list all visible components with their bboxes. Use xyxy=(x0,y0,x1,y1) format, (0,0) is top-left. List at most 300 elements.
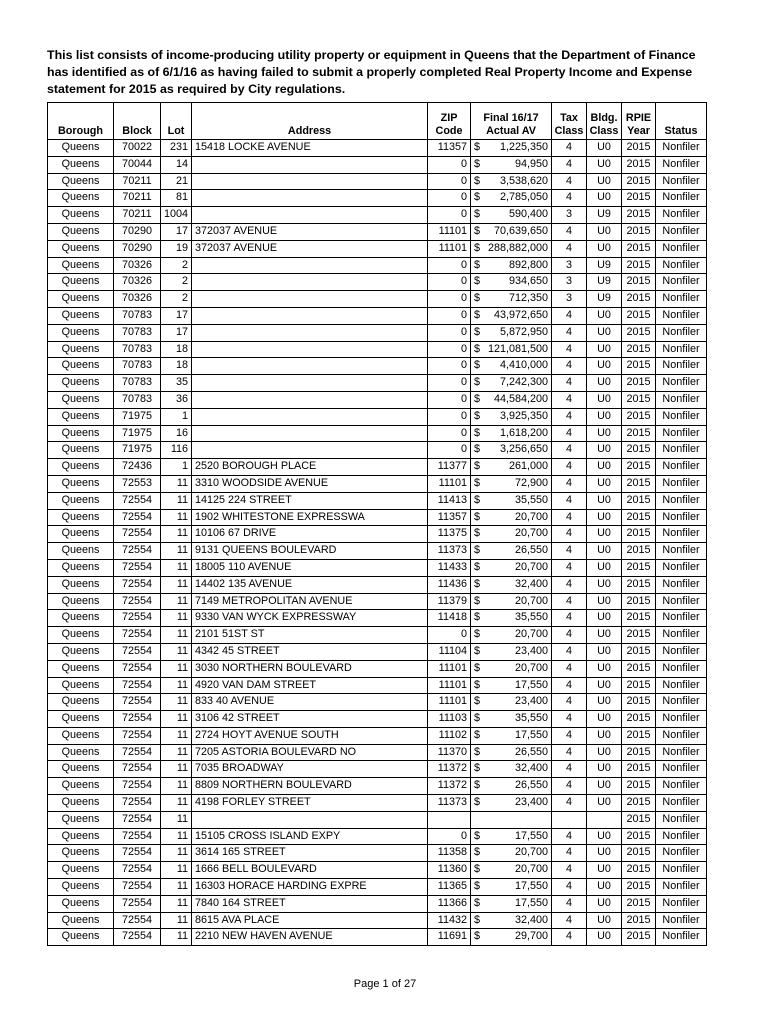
cell-status: Nonfiler xyxy=(656,862,707,879)
cell-rpie-year: 2015 xyxy=(622,711,656,728)
table-row xyxy=(48,778,707,795)
currency-symbol: $ xyxy=(474,762,481,775)
cell-block: 70783 xyxy=(114,358,161,375)
currency-symbol: $ xyxy=(474,846,481,859)
cell-lot: 14 xyxy=(161,156,192,173)
cell-status: Nonfiler xyxy=(656,660,707,677)
cell-borough: Queens xyxy=(48,912,114,929)
cell-lot: 11 xyxy=(161,862,192,879)
currency-symbol: $ xyxy=(474,409,481,422)
cell-bldg-class: U0 xyxy=(587,442,622,459)
cell-zip: 11366 xyxy=(428,895,471,912)
cell-status: Nonfiler xyxy=(656,375,707,392)
cell-address: 372037 AVENUE xyxy=(192,240,428,257)
cell-rpie-year: 2015 xyxy=(622,845,656,862)
cell-address xyxy=(192,811,428,828)
cell-bldg-class: U0 xyxy=(587,140,622,157)
table-row xyxy=(48,190,707,207)
cell-status: Nonfiler xyxy=(656,761,707,778)
cell-tax-class: 4 xyxy=(552,929,587,946)
cell-rpie-year: 2015 xyxy=(622,559,656,576)
cell-address xyxy=(192,442,428,459)
cell-tax-class: 4 xyxy=(552,879,587,896)
cell-rpie-year: 2015 xyxy=(622,307,656,324)
cell-bldg-class: U0 xyxy=(587,324,622,341)
actual-av-value: 121,081,500 xyxy=(487,342,549,355)
cell-lot: 11 xyxy=(161,845,192,862)
cell-address: 18005 110 AVENUE xyxy=(192,559,428,576)
cell-block: 70044 xyxy=(114,156,161,173)
cell-address xyxy=(192,341,428,358)
cell-block: 70290 xyxy=(114,223,161,240)
cell-lot: 11 xyxy=(161,475,192,492)
cell-lot: 11 xyxy=(161,643,192,660)
cell-address: 4198 FORLEY STREET xyxy=(192,795,428,812)
cell-zip: 11691 xyxy=(428,929,471,946)
table-row xyxy=(48,711,707,728)
cell-actual-av xyxy=(471,324,552,341)
cell-bldg-class: U0 xyxy=(587,543,622,560)
cell-bldg-class: U0 xyxy=(587,459,622,476)
cell-borough: Queens xyxy=(48,845,114,862)
cell-block: 72554 xyxy=(114,543,161,560)
actual-av-value: 20,700 xyxy=(515,628,549,641)
cell-tax-class: 4 xyxy=(552,559,587,576)
cell-lot: 11 xyxy=(161,761,192,778)
cell-actual-av xyxy=(471,778,552,795)
cell-status: Nonfiler xyxy=(656,240,707,257)
cell-status: Nonfiler xyxy=(656,895,707,912)
cell-status: Nonfiler xyxy=(656,879,707,896)
actual-av-value: 17,550 xyxy=(515,728,549,741)
currency-symbol: $ xyxy=(474,258,481,271)
cell-zip: 11365 xyxy=(428,879,471,896)
cell-rpie-year: 2015 xyxy=(622,643,656,660)
cell-rpie-year: 2015 xyxy=(622,795,656,812)
currency-symbol: $ xyxy=(474,644,481,657)
actual-av-value: 590,400 xyxy=(509,208,549,221)
cell-borough: Queens xyxy=(48,795,114,812)
table-row xyxy=(48,576,707,593)
cell-block: 72554 xyxy=(114,694,161,711)
cell-block: 72554 xyxy=(114,643,161,660)
actual-av-value: 1,225,350 xyxy=(499,141,549,153)
cell-block: 72554 xyxy=(114,828,161,845)
cell-zip: 0 xyxy=(428,375,471,392)
cell-address xyxy=(192,408,428,425)
cell-actual-av xyxy=(471,190,552,207)
cell-tax-class: 4 xyxy=(552,358,587,375)
cell-actual-av xyxy=(471,307,552,324)
cell-zip: 11103 xyxy=(428,711,471,728)
currency-symbol: $ xyxy=(474,745,481,758)
table-row xyxy=(48,845,707,862)
table-row xyxy=(48,912,707,929)
cell-tax-class: 4 xyxy=(552,173,587,190)
cell-zip: 11102 xyxy=(428,727,471,744)
actual-av-value: 20,700 xyxy=(515,846,549,859)
cell-actual-av xyxy=(471,912,552,929)
currency-symbol: $ xyxy=(474,829,481,842)
actual-av-value: 23,400 xyxy=(515,796,549,809)
cell-status: Nonfiler xyxy=(656,543,707,560)
cell-status: Nonfiler xyxy=(656,324,707,341)
cell-tax-class: 4 xyxy=(552,442,587,459)
cell-actual-av xyxy=(471,879,552,896)
cell-zip: 0 xyxy=(428,341,471,358)
cell-tax-class: 4 xyxy=(552,307,587,324)
currency-symbol: $ xyxy=(474,712,481,725)
cell-lot: 2 xyxy=(161,291,192,308)
cell-status: Nonfiler xyxy=(656,929,707,946)
cell-status: Nonfiler xyxy=(656,408,707,425)
cell-actual-av xyxy=(471,173,552,190)
cell-borough: Queens xyxy=(48,391,114,408)
cell-borough: Queens xyxy=(48,929,114,946)
page-footer: Page 1 of 27 xyxy=(353,978,417,990)
cell-block: 70783 xyxy=(114,341,161,358)
table-row xyxy=(48,459,707,476)
col-header-lot: Lot xyxy=(161,103,192,140)
cell-tax-class: 4 xyxy=(552,761,587,778)
cell-bldg-class: U0 xyxy=(587,711,622,728)
cell-address: 9131 QUEENS BOULEVARD xyxy=(192,543,428,560)
cell-status: Nonfiler xyxy=(656,358,707,375)
cell-tax-class: 4 xyxy=(552,643,587,660)
cell-zip: 11372 xyxy=(428,761,471,778)
cell-tax-class: 4 xyxy=(552,140,587,157)
cell-zip: 11375 xyxy=(428,526,471,543)
cell-tax-class: 4 xyxy=(552,475,587,492)
cell-rpie-year: 2015 xyxy=(622,862,656,879)
cell-lot: 17 xyxy=(161,223,192,240)
cell-actual-av xyxy=(471,375,552,392)
cell-lot: 17 xyxy=(161,324,192,341)
currency-symbol: $ xyxy=(474,191,481,204)
cell-address xyxy=(192,425,428,442)
cell-bldg-class: U0 xyxy=(587,694,622,711)
cell-actual-av xyxy=(471,711,552,728)
cell-tax-class: 4 xyxy=(552,425,587,442)
cell-lot: 19 xyxy=(161,240,192,257)
table-row xyxy=(48,694,707,711)
cell-rpie-year: 2015 xyxy=(622,610,656,627)
cell-lot: 11 xyxy=(161,929,192,946)
cell-rpie-year: 2015 xyxy=(622,761,656,778)
cell-address: 2210 NEW HAVEN AVENUE xyxy=(192,929,428,946)
cell-status: Nonfiler xyxy=(656,677,707,694)
actual-av-value: 35,550 xyxy=(515,493,549,506)
cell-borough: Queens xyxy=(48,291,114,308)
cell-borough: Queens xyxy=(48,307,114,324)
actual-av-value: 7,242,300 xyxy=(499,376,549,389)
cell-borough: Queens xyxy=(48,895,114,912)
cell-lot: 11 xyxy=(161,677,192,694)
table-row xyxy=(48,341,707,358)
cell-bldg-class: U0 xyxy=(587,895,622,912)
cell-address: 15418 LOCKE AVENUE xyxy=(192,140,428,157)
currency-symbol: $ xyxy=(474,392,481,405)
cell-lot: 11 xyxy=(161,610,192,627)
cell-rpie-year: 2015 xyxy=(622,156,656,173)
cell-block: 70326 xyxy=(114,274,161,291)
cell-zip: 0 xyxy=(428,828,471,845)
cell-zip: 11370 xyxy=(428,744,471,761)
cell-zip: 0 xyxy=(428,156,471,173)
cell-tax-class: 4 xyxy=(552,543,587,560)
actual-av-value: 44,584,200 xyxy=(493,392,549,405)
cell-rpie-year: 2015 xyxy=(622,341,656,358)
currency-symbol: $ xyxy=(474,611,481,624)
cell-bldg-class: U9 xyxy=(587,291,622,308)
cell-actual-av xyxy=(471,895,552,912)
cell-zip: 11436 xyxy=(428,576,471,593)
table-row xyxy=(48,761,707,778)
cell-lot: 11 xyxy=(161,526,192,543)
cell-status: Nonfiler xyxy=(656,156,707,173)
cell-borough: Queens xyxy=(48,559,114,576)
cell-actual-av xyxy=(471,408,552,425)
cell-borough: Queens xyxy=(48,543,114,560)
currency-symbol: $ xyxy=(474,224,481,237)
table-row xyxy=(48,862,707,879)
cell-rpie-year: 2015 xyxy=(622,324,656,341)
cell-borough: Queens xyxy=(48,576,114,593)
cell-zip: 0 xyxy=(428,307,471,324)
currency-symbol: $ xyxy=(474,359,481,372)
currency-symbol: $ xyxy=(474,779,481,792)
cell-tax-class: 4 xyxy=(552,845,587,862)
cell-block: 72554 xyxy=(114,862,161,879)
cell-rpie-year: 2015 xyxy=(622,140,656,157)
cell-borough: Queens xyxy=(48,761,114,778)
cell-tax-class: 4 xyxy=(552,895,587,912)
cell-bldg-class: U0 xyxy=(587,744,622,761)
cell-bldg-class: U0 xyxy=(587,190,622,207)
currency-symbol: $ xyxy=(474,678,481,691)
cell-lot: 16 xyxy=(161,425,192,442)
nonfiler-table xyxy=(47,102,707,946)
actual-av-value: 3,925,350 xyxy=(499,409,549,422)
cell-bldg-class: U9 xyxy=(587,207,622,224)
cell-tax-class: 4 xyxy=(552,677,587,694)
cell-status: Nonfiler xyxy=(656,173,707,190)
cell-actual-av xyxy=(471,442,552,459)
cell-address: 14125 224 STREET xyxy=(192,492,428,509)
cell-rpie-year: 2015 xyxy=(622,879,656,896)
cell-block: 70326 xyxy=(114,291,161,308)
cell-actual-av xyxy=(471,610,552,627)
actual-av-value: 20,700 xyxy=(515,560,549,573)
actual-av-value: 29,700 xyxy=(515,930,549,943)
cell-borough: Queens xyxy=(48,257,114,274)
cell-actual-av xyxy=(471,425,552,442)
currency-symbol: $ xyxy=(474,913,481,926)
currency-symbol: $ xyxy=(474,292,481,305)
cell-rpie-year: 2015 xyxy=(622,223,656,240)
actual-av-value: 20,700 xyxy=(515,594,549,607)
currency-symbol: $ xyxy=(474,141,481,153)
cell-bldg-class: U0 xyxy=(587,375,622,392)
cell-block: 72436 xyxy=(114,459,161,476)
cell-block: 72554 xyxy=(114,627,161,644)
cell-lot: 11 xyxy=(161,509,192,526)
cell-tax-class: 4 xyxy=(552,526,587,543)
cell-status: Nonfiler xyxy=(656,610,707,627)
cell-address: 14402 135 AVENUE xyxy=(192,576,428,593)
cell-address xyxy=(192,324,428,341)
actual-av-value: 94,950 xyxy=(515,157,549,170)
cell-lot: 11 xyxy=(161,543,192,560)
cell-lot: 1 xyxy=(161,459,192,476)
cell-bldg-class: U9 xyxy=(587,257,622,274)
cell-lot: 11 xyxy=(161,828,192,845)
actual-av-value: 32,400 xyxy=(515,762,549,775)
cell-rpie-year: 2015 xyxy=(622,677,656,694)
cell-borough: Queens xyxy=(48,643,114,660)
cell-address: 4920 VAN DAM STREET xyxy=(192,677,428,694)
cell-zip: 11418 xyxy=(428,610,471,627)
cell-borough: Queens xyxy=(48,459,114,476)
cell-bldg-class: U0 xyxy=(587,173,622,190)
currency-symbol: $ xyxy=(474,174,481,187)
table-row xyxy=(48,307,707,324)
cell-actual-av xyxy=(471,240,552,257)
table-row xyxy=(48,324,707,341)
cell-block: 72554 xyxy=(114,879,161,896)
cell-block: 72554 xyxy=(114,492,161,509)
cell-status: Nonfiler xyxy=(656,559,707,576)
cell-borough: Queens xyxy=(48,375,114,392)
table-row xyxy=(48,677,707,694)
actual-av-value: 5,872,950 xyxy=(499,325,549,338)
cell-actual-av xyxy=(471,627,552,644)
cell-actual-av xyxy=(471,761,552,778)
cell-actual-av xyxy=(471,207,552,224)
cell-borough: Queens xyxy=(48,425,114,442)
cell-zip: 11432 xyxy=(428,912,471,929)
cell-actual-av xyxy=(471,140,552,157)
cell-address: 4342 45 STREET xyxy=(192,643,428,660)
cell-lot: 11 xyxy=(161,576,192,593)
cell-bldg-class: U0 xyxy=(587,845,622,862)
cell-borough: Queens xyxy=(48,862,114,879)
cell-zip: 11101 xyxy=(428,660,471,677)
cell-zip: 11377 xyxy=(428,459,471,476)
cell-actual-av xyxy=(471,845,552,862)
cell-zip: 11358 xyxy=(428,845,471,862)
cell-block: 72554 xyxy=(114,727,161,744)
currency-symbol: $ xyxy=(474,510,481,523)
cell-zip: 11104 xyxy=(428,643,471,660)
table-row xyxy=(48,425,707,442)
cell-zip: 0 xyxy=(428,190,471,207)
cell-actual-av xyxy=(471,862,552,879)
cell-bldg-class: U0 xyxy=(587,727,622,744)
cell-tax-class: 3 xyxy=(552,274,587,291)
cell-status: Nonfiler xyxy=(656,341,707,358)
cell-block: 70783 xyxy=(114,375,161,392)
cell-block: 70783 xyxy=(114,324,161,341)
currency-symbol: $ xyxy=(474,930,481,943)
cell-lot: 11 xyxy=(161,627,192,644)
cell-block: 72554 xyxy=(114,677,161,694)
cell-address: 10106 67 DRIVE xyxy=(192,526,428,543)
cell-actual-av xyxy=(471,677,552,694)
cell-lot: 11 xyxy=(161,694,192,711)
cell-status: Nonfiler xyxy=(656,627,707,644)
cell-rpie-year: 2015 xyxy=(622,492,656,509)
table-row xyxy=(48,929,707,946)
cell-zip: 11357 xyxy=(428,509,471,526)
cell-tax-class: 4 xyxy=(552,593,587,610)
actual-av-value: 934,650 xyxy=(509,275,549,288)
cell-rpie-year: 2015 xyxy=(622,207,656,224)
actual-av-value: 26,550 xyxy=(515,779,549,792)
cell-rpie-year: 2015 xyxy=(622,190,656,207)
cell-bldg-class: U0 xyxy=(587,677,622,694)
cell-tax-class: 4 xyxy=(552,694,587,711)
cell-bldg-class: U0 xyxy=(587,879,622,896)
actual-av-value: 17,550 xyxy=(515,880,549,893)
currency-symbol: $ xyxy=(474,241,481,254)
table-row xyxy=(48,140,707,157)
actual-av-value: 32,400 xyxy=(515,913,549,926)
cell-address: 7035 BROADWAY xyxy=(192,761,428,778)
currency-symbol: $ xyxy=(474,157,481,170)
currency-symbol: $ xyxy=(474,325,481,338)
cell-actual-av xyxy=(471,576,552,593)
cell-zip: 11379 xyxy=(428,593,471,610)
cell-block: 72554 xyxy=(114,811,161,828)
cell-bldg-class: U0 xyxy=(587,475,622,492)
cell-address: 3030 NORTHERN BOULEVARD xyxy=(192,660,428,677)
cell-borough: Queens xyxy=(48,610,114,627)
actual-av-value: 1,618,200 xyxy=(499,426,549,439)
cell-status: Nonfiler xyxy=(656,257,707,274)
col-header-zip: ZIP Code xyxy=(428,103,471,140)
cell-actual-av xyxy=(471,744,552,761)
cell-lot: 11 xyxy=(161,727,192,744)
cell-block: 72554 xyxy=(114,660,161,677)
actual-av-value: 20,700 xyxy=(515,510,549,523)
cell-status: Nonfiler xyxy=(656,694,707,711)
cell-block: 70211 xyxy=(114,190,161,207)
table-row xyxy=(48,559,707,576)
cell-tax-class: 4 xyxy=(552,223,587,240)
cell-status: Nonfiler xyxy=(656,845,707,862)
cell-lot: 11 xyxy=(161,660,192,677)
cell-bldg-class: U0 xyxy=(587,156,622,173)
cell-actual-av xyxy=(471,223,552,240)
cell-rpie-year: 2015 xyxy=(622,660,656,677)
cell-block: 70211 xyxy=(114,207,161,224)
cell-block: 71975 xyxy=(114,442,161,459)
cell-borough: Queens xyxy=(48,223,114,240)
cell-rpie-year: 2015 xyxy=(622,576,656,593)
cell-lot: 11 xyxy=(161,795,192,812)
cell-bldg-class: U0 xyxy=(587,307,622,324)
cell-status: Nonfiler xyxy=(656,442,707,459)
cell-address: 1666 BELL BOULEVARD xyxy=(192,862,428,879)
cell-lot: 11 xyxy=(161,744,192,761)
cell-zip: 0 xyxy=(428,324,471,341)
cell-borough: Queens xyxy=(48,442,114,459)
cell-address xyxy=(192,358,428,375)
table-row xyxy=(48,727,707,744)
cell-address: 15105 CROSS ISLAND EXPY xyxy=(192,828,428,845)
cell-borough: Queens xyxy=(48,828,114,845)
